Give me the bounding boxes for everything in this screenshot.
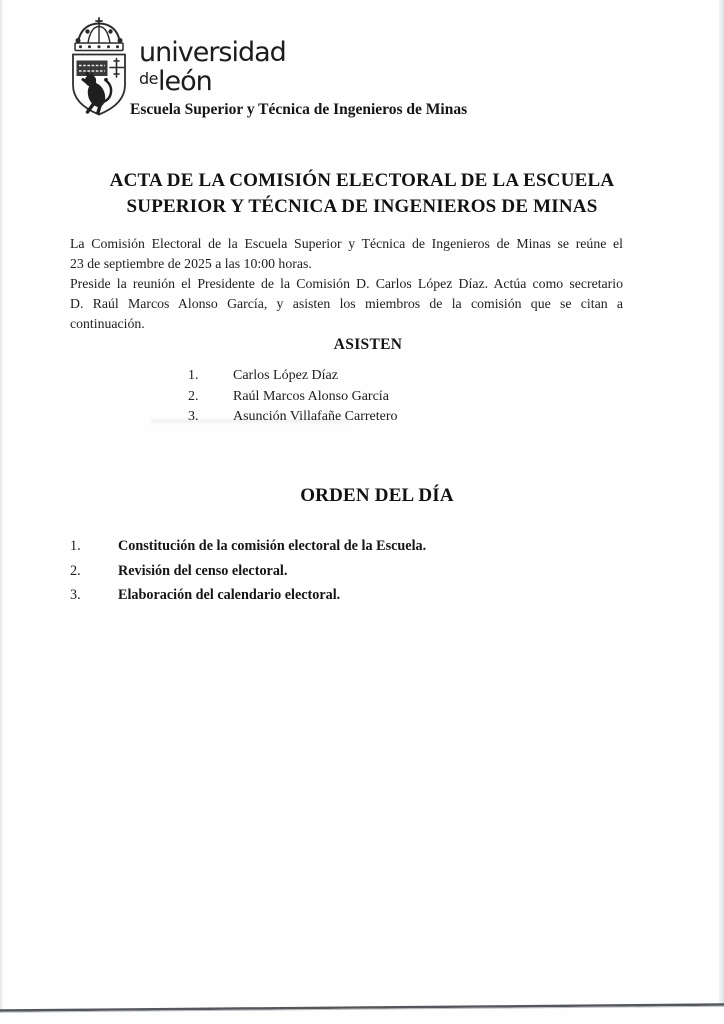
attendee-name: Asunción Villafañe Carretero bbox=[233, 409, 398, 425]
attendees-list bbox=[188, 366, 398, 428]
agenda-item bbox=[70, 583, 426, 608]
wordmark-leon: león bbox=[158, 66, 212, 97]
agenda-list bbox=[70, 534, 426, 608]
document-title-line2: SUPERIOR Y TÉCNICA DE INGENIEROS DE MINAS bbox=[126, 195, 598, 217]
attendee-name: Carlos López Díaz bbox=[233, 368, 338, 383]
agenda-item bbox=[70, 559, 426, 584]
intro-line: 23 de septiembre de 2025 a las 10:00 horas. bbox=[70, 255, 312, 271]
agenda-item-number: 1. bbox=[70, 538, 81, 554]
attendee-row bbox=[188, 366, 398, 387]
agenda-item-text: Revisión del censo electoral. bbox=[118, 562, 288, 579]
agenda-item-number: 2. bbox=[70, 562, 81, 579]
attendee-number: 2. bbox=[188, 388, 199, 404]
document-title bbox=[40, 168, 684, 219]
agenda-item bbox=[70, 534, 426, 559]
intro-paragraph bbox=[70, 234, 623, 334]
agenda-item-number: 3. bbox=[70, 587, 81, 604]
intro-line: D. Raúl Marcos Alonso García, y asisten los miembros de la comisión que se citan a bbox=[70, 295, 623, 311]
scan-left-edge bbox=[0, 0, 3, 1012]
attendee-number: 1. bbox=[188, 368, 199, 383]
scan-bottom-edge bbox=[0, 996, 724, 1024]
attendees-heading: ASISTEN bbox=[333, 336, 403, 353]
intro-line: Preside la reunión el Presidente de la Comisión D. Carlos López Díaz. Actúa como secretario bbox=[70, 275, 623, 291]
wordmark-line2 bbox=[139, 66, 286, 97]
wordmark-line1: universidad bbox=[139, 37, 286, 68]
intro-line: continuación. bbox=[70, 315, 145, 331]
attendee-name: Raúl Marcos Alonso García bbox=[233, 388, 389, 404]
attendee-number: 3. bbox=[188, 409, 199, 425]
agenda-heading: ORDEN DEL DÍA bbox=[300, 485, 454, 506]
university-crest-icon bbox=[63, 17, 135, 117]
intro-line: La Comisión Electoral de la Escuela Superior y Técnica de Ingenieros de Minas se reúne el bbox=[70, 236, 623, 251]
attendee-row bbox=[188, 407, 398, 428]
university-wordmark bbox=[139, 37, 286, 97]
school-name: Escuela Superior y Técnica de Ingenieros de Minas bbox=[130, 101, 468, 118]
document-title-line1: ACTA DE LA COMISIÓN ELECTORAL DE LA ESCUELA bbox=[109, 170, 615, 191]
agenda-item-text: Elaboración del calendario electoral. bbox=[118, 587, 341, 604]
agenda-item-text: Constitución de la comisión electoral de la Escuela. bbox=[118, 538, 427, 554]
wordmark-de: de bbox=[139, 69, 158, 88]
attendee-row bbox=[188, 387, 398, 408]
